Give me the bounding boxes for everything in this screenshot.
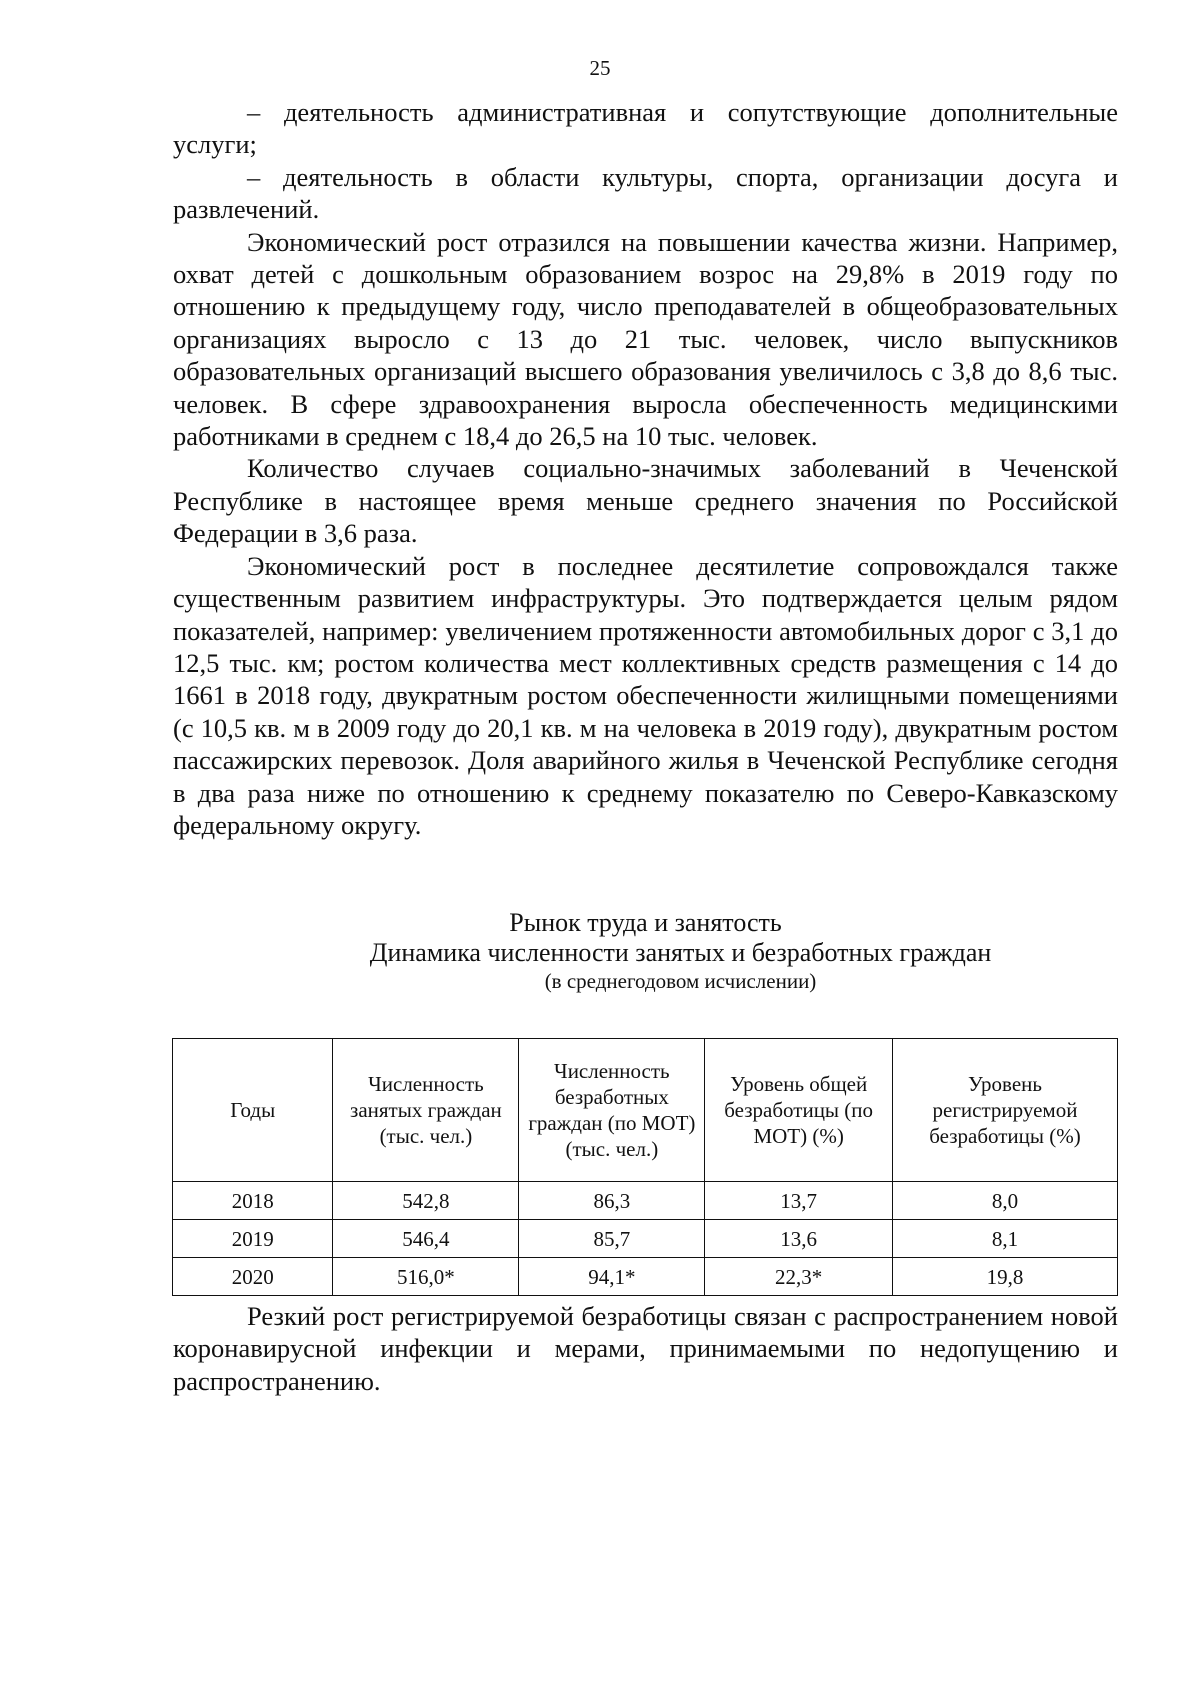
table-header-row [173, 1039, 1118, 1182]
table-note: (в среднегодовом исчислении) [544, 969, 817, 993]
paragraph: Количество случаев социально-значимых заболеваний в Чеченской Республике в настоящее время меньше среднего значения по Российской Федерации в 3,6 раза. [173, 453, 1118, 549]
section-title: Рынок труда и занятость [509, 908, 782, 937]
paragraph: – деятельность административная и сопутствующие дополнительные услуги; [173, 97, 1118, 160]
cell-employed: 542,8 [333, 1182, 519, 1220]
body-text [173, 96, 1118, 841]
paragraph: Экономический рост отразился на повышении качества жизни. Например, охват детей с дошкольным образованием возрос на 29,8% в 2019 году по отношению к предыдущему году, число преподавателей в общеобразовательных организациях выросло с 13 до 21 тыс. человек, число выпускников образовательных организаций высшего образования увеличилось с 3,8 до 8,6 тыс. человек. В сфере здравоохранения выросла обеспеченность медицинскими работниками в среднем с 18,4 до 26,5 на 10 тыс. человек. [173, 226, 1118, 452]
table-row [173, 1182, 1118, 1220]
section-heading [173, 908, 1118, 994]
paragraph: Экономический рост в последнее десятилетие сопровождался также существенным развитием инфраструктуры. Это подтверждается целым рядом показателей, например: увеличением протяженности автомобильных дорог с 3,1 до 12,5 тыс. км; ростом количества мест коллективных средств размещения с 14 до 1661 в 2018 году, двукратным ростом обеспеченности жилищными помещениями (с 10,5 кв. м в 2009 году до 20,1 кв. м на человека в 2019 году), двукратным ростом пассажирских перевозок. Доля аварийного жилья в Чеченской Республике сегодня в два раза ниже по отношению к среднему показателю по Северо-Кавказскому федеральному округу. [173, 550, 1118, 840]
cell-general-rate: 22,3* [705, 1258, 893, 1296]
cell-registered-rate: 8,0 [892, 1182, 1117, 1220]
cell-year: 2020 [173, 1258, 333, 1296]
table-title: Динамика численности занятых и безработных граждан [369, 938, 992, 967]
header-general-unemployment: Уровень общей безработицы (по МОТ) (%) [705, 1039, 893, 1182]
cell-unemployed: 94,1* [519, 1258, 705, 1296]
cell-general-rate: 13,7 [705, 1182, 893, 1220]
table-row [173, 1258, 1118, 1296]
header-years: Годы [173, 1039, 333, 1182]
paragraph: – деятельность в области культуры, спорта, организации досуга и развлечений. [173, 161, 1118, 225]
cell-year: 2019 [173, 1220, 333, 1258]
header-registered-unemployment: Уровень регистрируемой безработицы (%) [892, 1039, 1117, 1182]
header-employed: Численность занятых граждан (тыс. чел.) [333, 1039, 519, 1182]
page-number: 25 [589, 56, 611, 80]
table-row [173, 1220, 1118, 1258]
header-unemployed: Численность безработных граждан (по МОТ) (тыс. чел.) [519, 1039, 705, 1182]
cell-employed: 546,4 [333, 1220, 519, 1258]
cell-registered-rate: 8,1 [892, 1220, 1117, 1258]
cell-year: 2018 [173, 1182, 333, 1220]
cell-general-rate: 13,6 [705, 1220, 893, 1258]
cell-registered-rate: 19,8 [892, 1258, 1117, 1296]
paragraph: Резкий рост регистрируемой безработицы связан с распространением новой коронавирусной инфекции и мерами, принимаемыми по недопущению и распространению. [173, 1301, 1118, 1396]
cell-unemployed: 86,3 [519, 1182, 705, 1220]
cell-unemployed: 85,7 [519, 1220, 705, 1258]
employment-table [172, 1038, 1118, 1296]
cell-employed: 516,0* [333, 1258, 519, 1296]
closing-text [173, 1300, 1118, 1397]
